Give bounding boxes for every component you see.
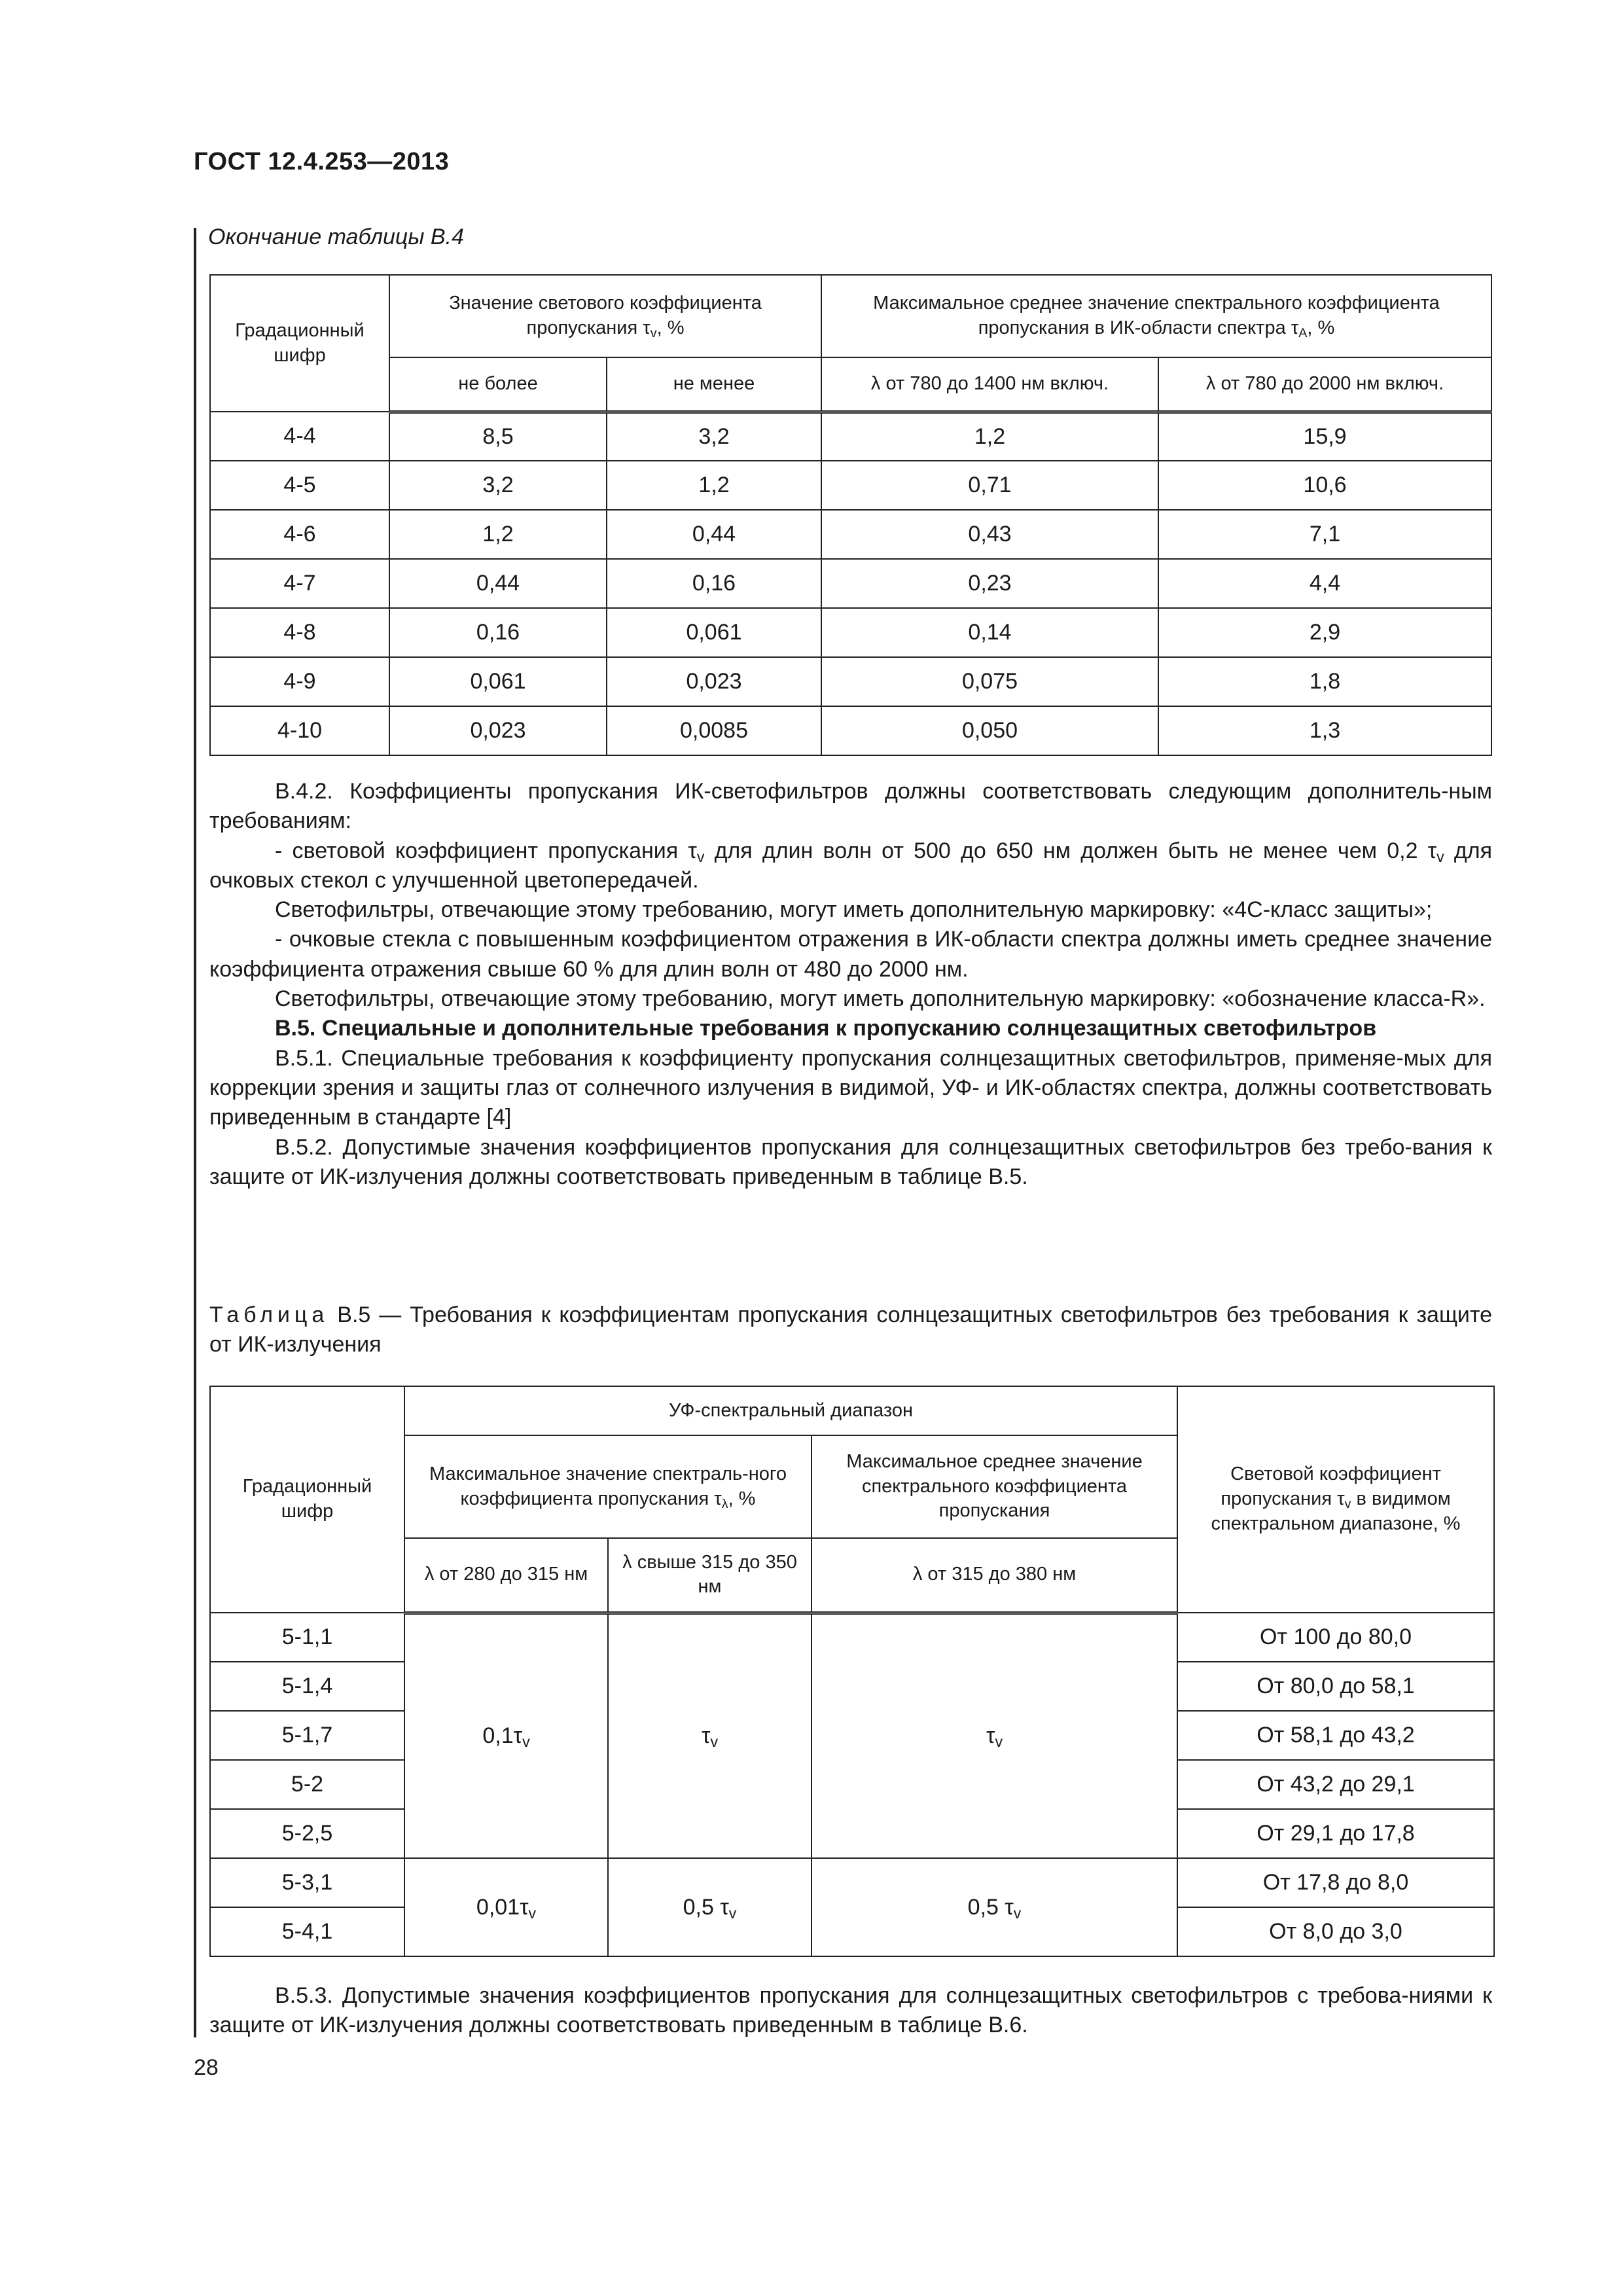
grade-cell: 4-8: [210, 608, 389, 657]
table-row: [210, 559, 1491, 608]
sub-header-315-350: λ свыше 315 до 350 нм: [608, 1538, 812, 1613]
paragraph-r-marking: Светофильтры, отвечающие этому требованию, могут иметь дополнительную маркировку: «обозначение класса-R».: [275, 986, 1486, 1012]
ir-1400-cell: 0,43: [821, 510, 1158, 559]
table-b5-body: [210, 1613, 1494, 1956]
grade-cell: 4-4: [210, 412, 389, 461]
ir-1400-cell: 0,075: [821, 657, 1158, 706]
grade-cell: 5-1,4: [210, 1662, 404, 1711]
grade-cell: 5-3,1: [210, 1858, 404, 1907]
table-b4-body: [210, 412, 1491, 755]
grade-cell: 4-10: [210, 706, 389, 755]
sub-header-315-380: λ от 315 до 380 нм: [812, 1538, 1177, 1613]
grade-cell: 4-6: [210, 510, 389, 559]
table-continuation-caption: Окончание таблицы В.4: [208, 224, 464, 249]
light-max-cell: 0,16: [389, 608, 607, 657]
light-range-cell: От 17,8 до 8,0: [1177, 1858, 1494, 1907]
grade-cell: 4-9: [210, 657, 389, 706]
grade-cell: 5-1,1: [210, 1613, 404, 1662]
ir-2000-cell: 1,8: [1158, 657, 1491, 706]
light-max-cell: 1,2: [389, 510, 607, 559]
uv-315-350-cell: 0,5 $\tau_v$: [608, 1858, 812, 1956]
grade-cell: 5-2,5: [210, 1809, 404, 1858]
col-header-light-text: Световой коэффициент пропускания $\tau_v$ в видимом спектральном диапазоне, %: [1211, 1463, 1461, 1534]
grade-cell: 5-2: [210, 1760, 404, 1809]
light-range-cell: От 58,1 до 43,2: [1177, 1711, 1494, 1760]
light-max-cell: 3,2: [389, 461, 607, 510]
ir-2000-cell: 10,6: [1158, 461, 1491, 510]
header-uv-avg: Максимальное среднее значение спектрального коэффициента пропускания: [812, 1435, 1177, 1538]
uv-315-350-cell: $\tau_v$: [608, 1613, 812, 1858]
light-range-cell: От 80,0 до 58,1: [1177, 1662, 1494, 1711]
table-b5-caption-text: В.5 — Требования к коэффициентам пропускания солнцезащитных светофильтров без требования к защите от ИК-излучения: [209, 1302, 1493, 1357]
light-min-cell: 1,2: [607, 461, 821, 510]
uv-avg-cell: $\tau_v$: [812, 1613, 1177, 1858]
light-range-cell: От 8,0 до 3,0: [1177, 1907, 1494, 1956]
light-max-cell: 0,061: [389, 657, 607, 706]
sub-header-min: не менее: [607, 357, 821, 412]
page-number: 28: [194, 2055, 219, 2080]
ir-2000-cell: 1,3: [1158, 706, 1491, 755]
light-min-cell: 0,023: [607, 657, 821, 706]
table-b4: [209, 274, 1492, 756]
light-min-cell: 3,2: [607, 412, 821, 461]
header-uv-max-text: Максимальное значение спектраль-ного коэффициента пропускания $\tau_\lambda$, %: [429, 1463, 787, 1511]
ir-2000-cell: 15,9: [1158, 412, 1491, 461]
uv-280-315-cell: $0,1\tau_v$: [404, 1613, 608, 1858]
light-min-cell: 0,16: [607, 559, 821, 608]
table-row: [210, 1613, 1494, 1662]
section-heading-b5: В.5. Специальные и дополнительные требования к пропусканию солнцезащитных светофильтров: [275, 1016, 1377, 1041]
ir-1400-cell: 0,14: [821, 608, 1158, 657]
paragraph-4c-marking: Светофильтры, отвечающие этому требованию, могут иметь дополнительную маркировку: «4С-класс защиты»;: [275, 897, 1433, 923]
light-range-cell: От 43,2 до 29,1: [1177, 1760, 1494, 1809]
uv-280-315-cell: $0,01\tau_v$: [404, 1858, 608, 1956]
ir-1400-cell: 0,71: [821, 461, 1158, 510]
group-header-ir-text: Максимальное среднее значение спектрального коэффициента пропускания в ИК-области спектра $\tau_A$, %: [873, 293, 1440, 340]
paragraph-reflection-req: - очковые стекла с повышенным коэффициентом отражения в ИК-области спектра должны иметь среднее значение коэффициента отражения свыше 60 % для длин волн от 480 до 2000 нм.: [209, 927, 1492, 982]
table-b5-caption-word: Таблица: [209, 1302, 329, 1327]
group-header-ir: [821, 275, 1491, 357]
light-min-cell: 0,061: [607, 608, 821, 657]
grade-cell: 4-5: [210, 461, 389, 510]
table-row: [210, 412, 1491, 461]
uv-avg-cell: 0,5 $\tau_v$: [812, 1858, 1177, 1956]
light-min-cell: 0,0085: [607, 706, 821, 755]
col-header-grade: Градационный шифр: [210, 1386, 404, 1613]
paragraph-b51: В.5.1. Специальные требования к коэффициенту пропускания солнцезащитных светофильтров, применяе-мых для коррекции зрения и защиты глаз от солнечного излучения в видимой, УФ- и ИК-областях спектра, должны соответствовать приведенным в стандарте [4]: [209, 1045, 1492, 1130]
table-row: [210, 461, 1491, 510]
ir-1400-cell: 1,2: [821, 412, 1158, 461]
sub-header-ir-2000: λ от 780 до 2000 нм включ.: [1158, 357, 1491, 412]
sub-header-max: не более: [389, 357, 607, 412]
table-row: [210, 608, 1491, 657]
body-text-b4-b5: [209, 777, 1492, 1192]
light-range-cell: От 29,1 до 17,8: [1177, 1809, 1494, 1858]
grade-cell: 4-7: [210, 559, 389, 608]
paragraph-light-req: - световой коэффициент пропускания $\tau_v$ для длин волн от 500 до 650 нм должен быть не менее чем 0,2 $\tau_v$ для очковых стекол с улучшенной цветопередачей.: [209, 838, 1492, 893]
ir-2000-cell: 4,4: [1158, 559, 1491, 608]
ir-1400-cell: 0,050: [821, 706, 1158, 755]
group-header-uv: УФ-спектральный диапазон: [404, 1386, 1177, 1435]
paragraph-b53: В.5.3. Допустимые значения коэффициентов пропускания для солнцезащитных светофильтров с требова-ниями к защите от ИК-излучения должны соответствовать приведенным в таблице В.6.: [209, 1983, 1492, 2038]
table-b5-caption: [209, 1300, 1492, 1359]
table-row: [210, 510, 1491, 559]
ir-1400-cell: 0,23: [821, 559, 1158, 608]
group-header-light: [389, 275, 821, 357]
ir-2000-cell: 7,1: [1158, 510, 1491, 559]
standard-header: ГОСТ 12.4.253—2013: [194, 148, 450, 175]
light-max-cell: 0,44: [389, 559, 607, 608]
revision-bar: [194, 228, 196, 2037]
table-row: [210, 657, 1491, 706]
header-uv-max: [404, 1435, 812, 1538]
light-min-cell: 0,44: [607, 510, 821, 559]
table-row: [210, 1858, 1494, 1907]
body-text-b53: [209, 1981, 1492, 2041]
paragraph-b42: В.4.2. Коэффициенты пропускания ИК-светофильтров должны соответствовать следующим дополнитель-ным требованиям:: [209, 779, 1492, 834]
grade-cell: 5-4,1: [210, 1907, 404, 1956]
col-header-grade: Градационный шифр: [210, 275, 389, 412]
grade-cell: 5-1,7: [210, 1711, 404, 1760]
paragraph-b52: В.5.2. Допустимые значения коэффициентов пропускания для солнцезащитных светофильтров без требо-вания к защите от ИК-излучения должны соответствовать приведенным в таблице В.5.: [209, 1134, 1492, 1189]
light-range-cell: От 100 до 80,0: [1177, 1613, 1494, 1662]
group-header-light-text: Значение светового коэффициента пропускания $\tau_v$, %: [449, 293, 762, 340]
sub-header-280-315: λ от 280 до 315 нм: [404, 1538, 608, 1613]
light-max-cell: 0,023: [389, 706, 607, 755]
table-b5: [209, 1386, 1495, 1957]
table-row: [210, 706, 1491, 755]
light-max-cell: 8,5: [389, 412, 607, 461]
col-header-light: [1177, 1386, 1494, 1613]
sub-header-ir-1400: λ от 780 до 1400 нм включ.: [821, 357, 1158, 412]
ir-2000-cell: 2,9: [1158, 608, 1491, 657]
